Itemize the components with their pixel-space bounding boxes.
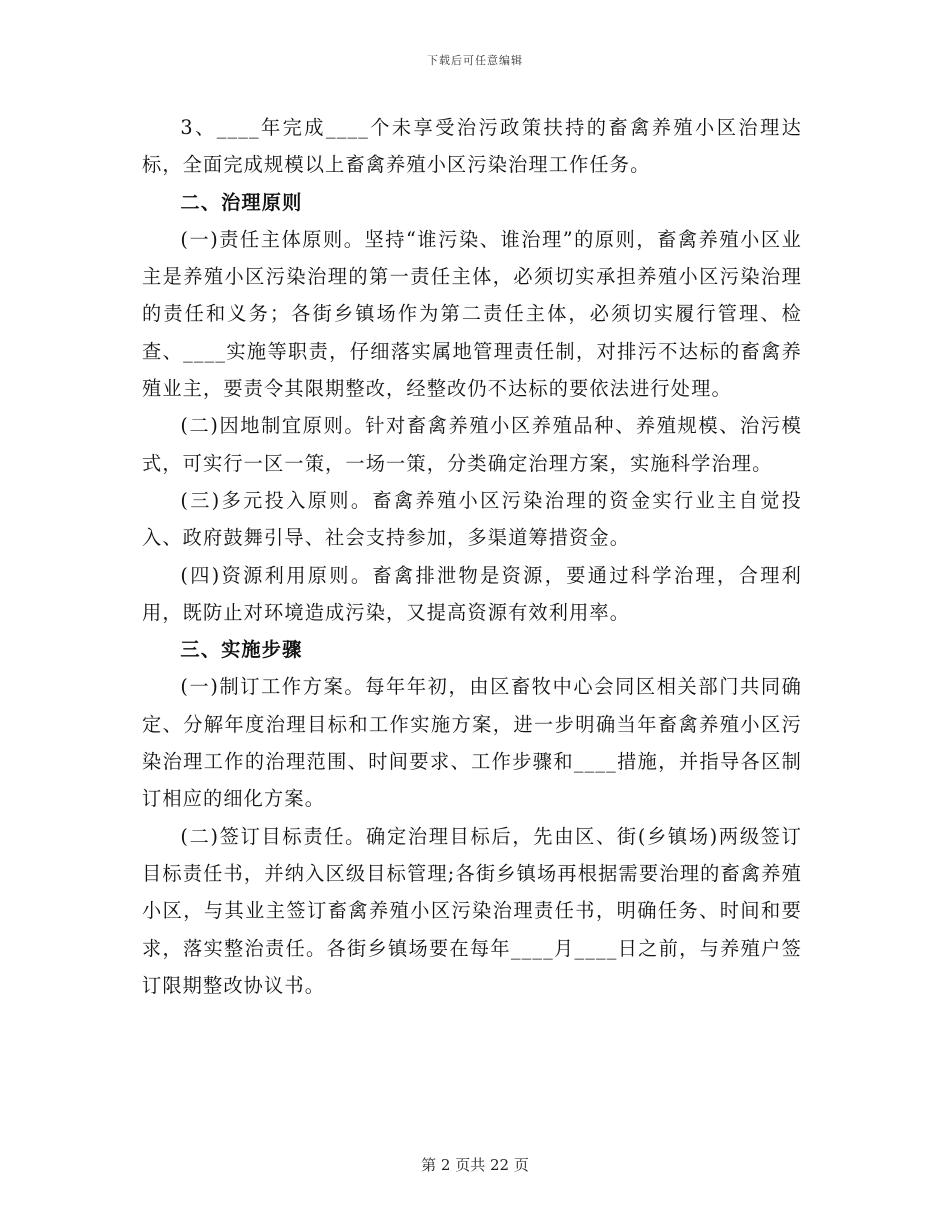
section-heading-steps: 三、实施步骤 bbox=[180, 638, 303, 662]
paragraph-goal-3: 3、____年完成____个未享受治污政策扶持的畜禽养殖小区治理达标，全面完成规模以上畜禽养殖小区污染治理工作任务。 bbox=[142, 116, 802, 177]
paragraph-principle-1: (一)责任主体原则。坚持“谁污染、谁治理”的原则，畜禽养殖小区业主是养殖小区污染治理的第一责任主体，必须切实承担养殖小区污染治理的责任和义务；各街乡镇场作为第二责任主体，必须切实履行管理、检查、____实施等职责，仔细落实属地管理责任制，对排污不达标的畜禽养殖业主，要责令其限期整改，经整改仍不达标的要依法进行处理。 bbox=[142, 227, 802, 401]
page-number: 第 2 页共 22 页 bbox=[421, 1156, 529, 1174]
paragraph-principle-4: (四)资源利用原则。畜禽排泄物是资源，要通过科学治理，合理利用，既防止对环境造成污染，又提高资源有效利用率。 bbox=[142, 563, 802, 624]
paragraph-principle-3: (三)多元投入原则。畜禽养殖小区污染治理的资金实行业主自觉投入、政府鼓舞引导、社会支持参加，多渠道筹措资金。 bbox=[142, 488, 802, 550]
paragraph-principle-2: (二)因地制宜原则。针对畜禽养殖小区养殖品种、养殖规模、治污模式，可实行一区一策，一场一策，分类确定治理方案，实施科学治理。 bbox=[142, 414, 802, 475]
paragraph-step-1: (一)制订工作方案。每年年初，由区畜牧中心会同区相关部门共同确定、分解年度治理目标和工作实施方案，进一步明确当年畜禽养殖小区污染治理工作的治理范围、时间要求、工作步骤和____措施，并指导各区制订相应的细化方案。 bbox=[142, 675, 802, 811]
paragraph-step-2: (二)签订目标责任。确定治理目标后，先由区、街(乡镇场)两级签订目标责任书，并纳入区级目标管理;各街乡镇场再根据需要治理的畜禽养殖小区，与其业主签订畜禽养殖小区污染治理责任书，明确任务、时间和要求，落实整治责任。各街乡镇场要在每年____月____日之前，与养殖户签订限期整改协议书。 bbox=[142, 824, 802, 997]
page-header: 下载后可任意编辑 bbox=[427, 54, 523, 67]
section-heading-principles: 二、治理原则 bbox=[180, 190, 303, 214]
document-body bbox=[142, 109, 802, 1004]
